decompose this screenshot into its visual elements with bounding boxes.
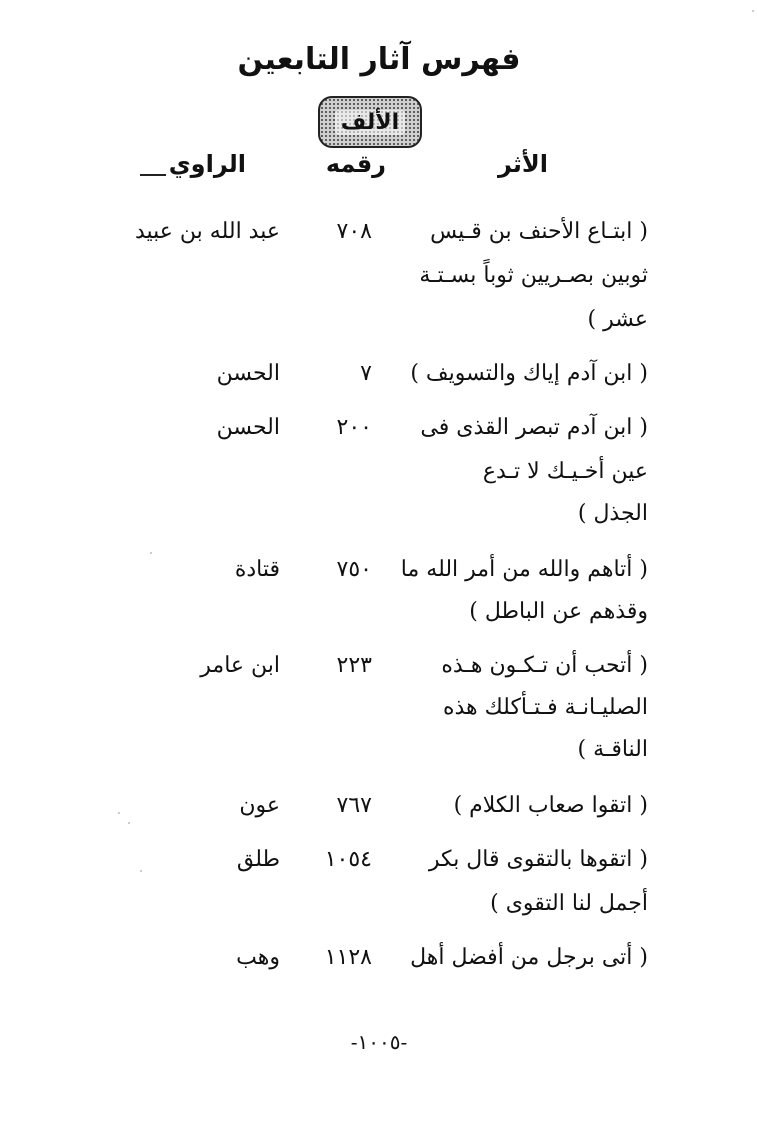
athar-number: ٧٥٠ [336,557,372,582]
scan-speck [118,812,120,814]
column-header-rawi: الراوي [168,150,246,178]
athar-rawi: الحسن [216,415,280,440]
athar-rawi: وهب [236,945,280,970]
athar-line: عشر ) [587,307,648,332]
page-title: فهرس آثار التابعين [237,42,521,77]
index-entry [0,938,758,978]
athar-line: ( ابتـاع الأحنف بن قـيس [430,219,648,244]
athar-line: ( أتحب أن تـكـون هـذه [441,653,648,678]
athar-rawi: طلق [236,847,280,872]
scan-speck [752,10,754,12]
athar-line: الصليـانـة فـتـأكلك هذه [442,695,648,720]
index-entry [0,408,758,448]
athar-line: الناقـة ) [577,737,648,762]
athar-line: ( ابن آدم تبصر القذى فى [420,415,648,440]
athar-number: ١٠٥٤ [324,847,372,872]
athar-rawi: ابن عامر [200,653,280,678]
index-entry [0,840,758,880]
column-header-athar: الأثر [497,150,548,178]
athar-rawi: قتادة [234,557,280,582]
index-entry-continuation [0,452,758,492]
section-letter-badge [318,96,422,148]
athar-rawi: عبد الله بن عبيد [134,219,280,244]
scan-speck [140,870,142,872]
athar-number: ٢٢٣ [336,653,372,678]
athar-line: ( أتى برجل من أفضل أهل [410,945,648,970]
header-underline-dash [140,174,166,176]
athar-number: ١١٢٨ [324,945,372,970]
index-entry-continuation [0,592,758,632]
index-entry [0,212,758,252]
athar-number: ٧٦٧ [336,793,372,818]
index-entry-continuation [0,688,758,728]
athar-line: ( ابن آدم إياك والتسويف ) [410,361,648,386]
index-entry [0,786,758,826]
index-entry [0,550,758,590]
athar-line: ثوبين بصـريين ثوباً بسـتـة [419,263,648,288]
athar-line: ( اتقوا صعاب الكلام ) [453,793,648,818]
athar-line: ( اتقوها بالتقوى قال بكر [428,847,648,872]
athar-rawi: عون [239,793,280,818]
index-entry-continuation [0,300,758,340]
index-entry-continuation [0,884,758,924]
athar-number: ٧ [360,361,372,386]
page-number: -١٠٠٥- [350,1030,408,1054]
index-entry [0,354,758,394]
athar-rawi: الحسن [216,361,280,386]
index-entry-continuation [0,256,758,296]
index-entry [0,646,758,686]
athar-number: ٧٠٨ [336,219,372,244]
scan-speck [128,822,130,824]
index-entry-continuation [0,494,758,534]
index-entry-continuation [0,730,758,770]
athar-line: عين أخـيـك لا تـدع [482,459,648,484]
athar-line: ( أتاهم والله من أمر الله ما [400,557,648,582]
scan-speck [150,552,152,554]
column-header-number: رقمه [325,150,386,178]
athar-line: الجذل ) [577,501,648,526]
athar-line: أجمل لنا التقوى ) [490,891,648,916]
athar-line: وقذهم عن الباطل ) [469,599,648,624]
section-letter: الألف [335,110,405,135]
athar-number: ٢٠٠ [336,415,372,440]
